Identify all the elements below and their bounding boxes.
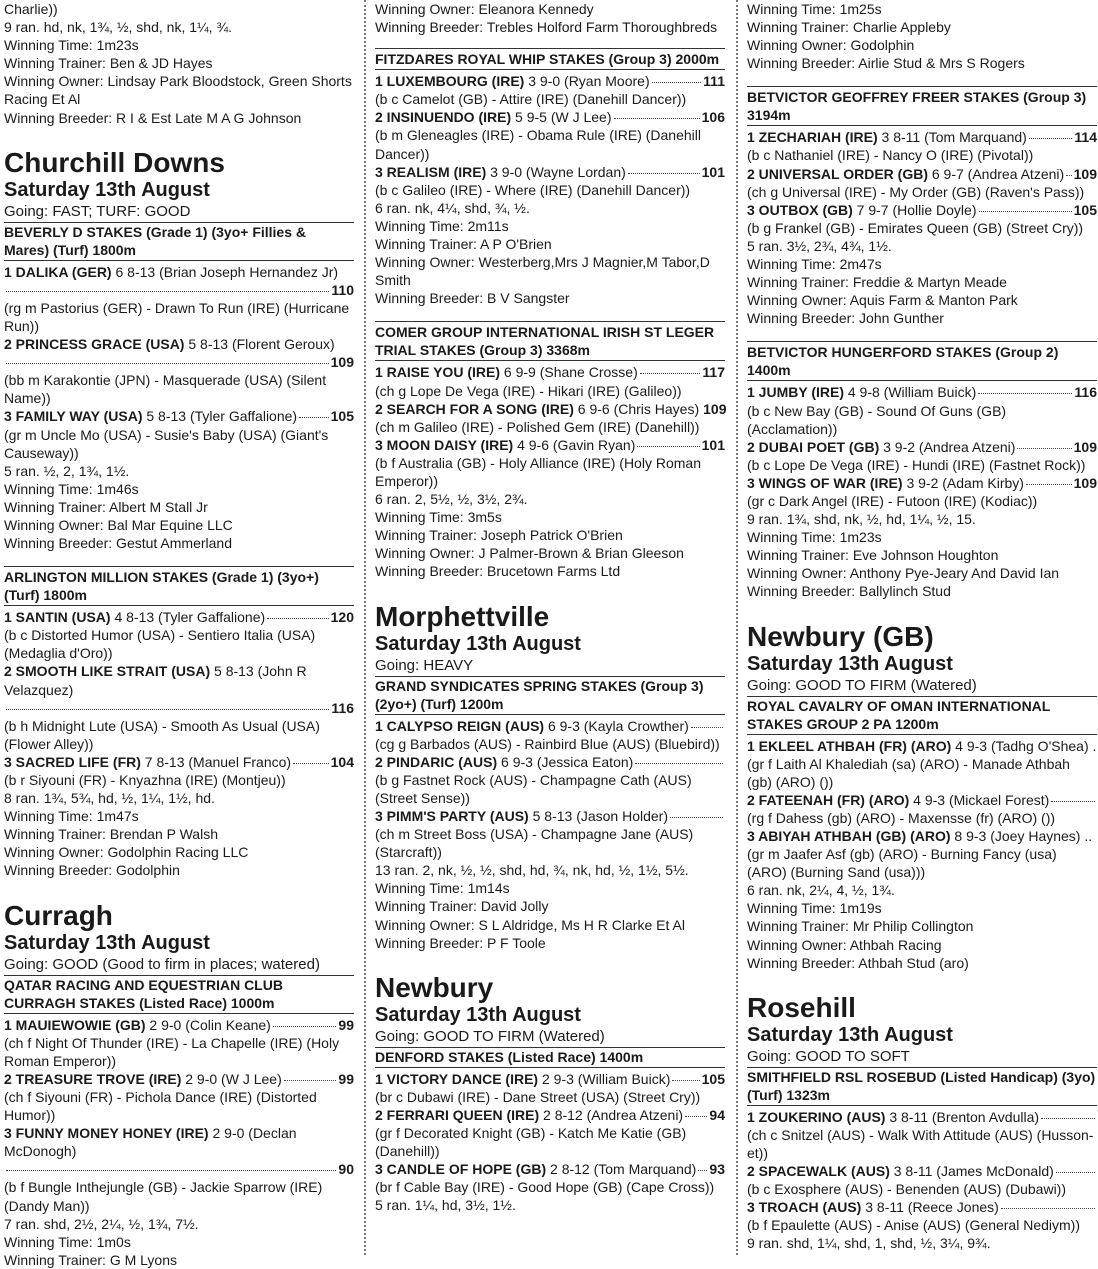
leader-dots [6,363,329,364]
carryover-line: Winning Breeder: Trebles Holford Farm Thoroughbreds [375,19,718,36]
meeting-date: Saturday 13th August [747,652,953,675]
horse-pedigree: (b h Midnight Lute (USA) - Smooth As Usual (USA) (Flower Alley)) [4,717,320,752]
horse-3-entry: 3 FAMILY WAY (USA) 5 8-13 (Tyler Gaffalione) 105 [4,408,354,425]
winning-owner: Winning Owner: Anthony Pye-Jeary And David Ian [747,565,1060,582]
carryover-line: Winning Owner: Godolphin [747,37,915,54]
leader-dots [293,763,329,764]
winning-time: Winning Time: 1m23s [747,529,882,546]
horse-rating: 117 [702,364,725,381]
horse-rating: 109 [330,354,354,371]
horse-rating: 90 [338,1161,354,1178]
venue-title: Newbury (GB) [747,620,934,652]
horse-pedigree: (ch f Siyouni (FR) - Pichola Dance (IRE) (Distorted Humor)) [4,1088,317,1124]
leader-dots [640,373,701,374]
horse-rating: 94 [709,1106,725,1123]
horse-1-entry: 1 SANTIN (USA) 4 8-13 (Tyler Gaffalione) 120 [4,609,354,626]
race-title: SMITHFIELD RSL ROSEBUD (Listed Handicap) (3yo) (Turf) 1323m [747,1068,1097,1106]
results-column-2 [375,0,725,1215]
horse-3-entry: 3 MOON DAISY (IRE) 4 9-6 (Gavin Ryan) 101 [375,436,725,453]
horse-pedigree: (b c Galileo (IRE) - Where (IRE) (Danehill Dancer)) [375,181,691,198]
horse-pedigree: (gr f Laith Al Khalediah (sa) (ARO) - Manade Athbah (gb) (ARO) ()) [747,755,1070,790]
going-line: Going: FAST; TURF: GOOD [4,202,354,223]
winning-owner: Winning Owner: Westerberg,Mrs J Magnier,M Tabor,D Smith [375,254,710,289]
venue-title: Rosehill [747,991,856,1023]
leader-dots [284,1080,337,1081]
race-margins: 6 ran. nk, 2¼, 4, ½, 1¾. [747,882,895,899]
horse-pedigree: (ch g Universal (IRE) - My Order (GB) (Raven's Pass)) [747,183,1085,200]
horse-pedigree: (b c Camelot (GB) - Attire (IRE) (Danehill Dancer)) [375,91,687,108]
horse-rating: 116 [1074,384,1097,401]
race-margins: 6 ran. nk, 4¼, shd, ¾, ½. [375,199,530,216]
leader-dots [672,1080,699,1081]
race-title: BETVICTOR GEOFFREY FREER STAKES (Group 3) 3194m [747,86,1097,126]
horse-2-entry: 2 SEARCH FOR A SONG (IRE) 6 9-6 (Chris Hayes) 109 [375,400,727,417]
horse-3-entry: 3 CANDLE OF HOPE (GB) 2 8-12 (Tom Marquand) 93 [375,1161,725,1178]
horse-pedigree: (b c New Bay (GB) - Sound Of Guns (GB) (Acclamation)) [747,402,1007,437]
meeting-date: Saturday 13th August [375,1003,581,1026]
horse-pedigree: (br c Dubawi (IRE) - Dane Street (USA) (Street Cry)) [375,1088,701,1105]
winning-owner: Winning Owner: Aquis Farm & Manton Park [747,292,1018,309]
horse-3-entry: 3 FUNNY MONEY HONEY (IRE) 2 9-0 (Declan McDonogh) [4,1125,297,1160]
horse-pedigree: (b f Bungle Inthejungle (GB) - Jackie Sparrow (IRE) (Dandy Man)) [4,1179,323,1214]
race-margins: 7 ran. shd, 2½, 2¼, ½, 1¾, 7½. [4,1215,199,1232]
horse-1-entry: 1 LUXEMBOURG (IRE) 3 9-0 (Ryan Moore) 111 [375,73,725,90]
horse-1-entry: 1 ZECHARIAH (IRE) 3 8-11 (Tom Marquand) 114 [747,129,1097,146]
horse-rating: 101 [701,436,725,453]
race-title: QATAR RACING AND EQUESTRIAN CLUB CURRAGH STAKES (Listed Race) 1000m [4,976,354,1014]
leader-dots [698,1170,707,1171]
horse-3-entry: 3 PIMM'S PARTY (AUS) 5 8-13 (Jason Holder) [375,807,725,825]
horse-pedigree: (ch c Snitzel (AUS) - Walk With Attitude (AUS) (Husson-et)) [747,1126,1094,1161]
horse-2-entry: 2 DUBAI POET (GB) 3 9-2 (Andrea Atzeni) 109 [747,438,1097,455]
results-column-1 [4,0,354,1269]
winning-trainer: Winning Trainer: Freddie & Martyn Meade [747,274,1007,291]
race-margins: 13 ran. 2, nk, ½, ½, shd, hd, ¾, nk, hd, ½, 1½, 5½. [375,862,689,879]
winning-trainer: Winning Trainer: Mr Philip Collington [747,918,974,935]
leader-dots [628,173,700,174]
horse-pedigree: (bb m Karakontie (JPN) - Masquerade (USA) (Silent Name)) [4,372,327,407]
meeting-date: Saturday 13th August [4,931,210,954]
winning-breeder: Winning Breeder: B V Sangster [375,290,570,307]
horse-3-entry: 3 ABIYAH ATHBAH (GB) (ARO) 8 9-3 (Joey Haynes) .. [747,828,1093,844]
horse-3-rating-line [4,1160,354,1178]
horse-1-entry: 1 DALIKA (GER) 6 8-13 (Brian Joseph Hernandez Jr) [4,263,339,280]
horse-pedigree: (ch f Night Of Thunder (IRE) - La Chapelle (IRE) (Holy Roman Emperor)) [4,1034,340,1069]
horse-1-entry: 1 ZOUKERINO (AUS) 3 8-11 (Brenton Avdulla) [747,1108,1097,1126]
horse-3-entry: 3 REALISM (IRE) 3 9-0 (Wayne Lordan) 101 [375,163,725,180]
race-title: ARLINGTON MILLION STAKES (Grade 1) (3yo+) (Turf) 1800m [4,566,354,606]
carryover-line: Winning Breeder: Airlie Stud & Mrs S Rogers [747,55,1025,72]
horse-rating: 105 [330,408,354,425]
winning-owner: Winning Owner: Athbah Racing [747,936,942,953]
horse-rating: 104 [330,753,354,770]
leader-dots [685,1116,707,1117]
meeting-date: Saturday 13th August [4,178,210,201]
carryover-line: Racing Et Al [4,91,81,108]
horse-pedigree: (b f Epaulette (AUS) - Anise (AUS) (General Nediym)) [747,1217,1080,1234]
leader-dots [1066,175,1071,176]
horse-pedigree: (b m Gleneagles (IRE) - Obama Rule (IRE) (Danehill Dancer)) [375,127,701,162]
winning-time: Winning Time: 1m19s [747,900,882,917]
horse-1-entry: 1 JUMBY (IRE) 4 9-8 (William Buick) 116 [747,384,1097,401]
horse-pedigree: (b c Nathaniel (IRE) - Nancy O (IRE) (Pivotal)) [747,147,1034,164]
winning-breeder: Winning Breeder: Godolphin [4,862,180,879]
winning-time: Winning Time: 1m46s [4,480,139,497]
leader-dots [652,82,702,83]
race-title: GRAND SYNDICATES SPRING STAKES (Group 3) (2yo+) (Turf) 1200m [375,677,725,715]
leader-dots [1051,801,1095,802]
carryover-line: Winning Trainer: Ben & JD Hayes [4,55,213,72]
horse-pedigree: (b f Australia (GB) - Holy Alliance (IRE) (Holy Roman Emperor)) [375,454,701,489]
column-divider [736,0,738,1255]
leader-dots [1026,484,1072,485]
meeting-date: Saturday 13th August [747,1023,953,1046]
horse-rating: 120 [330,609,354,626]
horse-pedigree: (b c Exosphere (AUS) - Benenden (AUS) (Dubawi)) [747,1181,1067,1198]
leader-dots [691,727,723,728]
horse-rating: 111 [703,73,725,90]
horse-3-entry: 3 OUTBOX (GB) 7 9-7 (Hollie Doyle) 105 [747,201,1097,218]
horse-2-entry: 2 TREASURE TROVE (IRE) 2 9-0 (W J Lee) 99 [4,1070,354,1087]
winning-time: Winning Time: 2m11s [375,217,509,234]
winning-trainer: Winning Trainer: Brendan P Walsh [4,826,218,843]
horse-pedigree: (gr m Uncle Mo (USA) - Susie's Baby (USA) (Giant's Causeway)) [4,426,329,461]
leader-dots [637,446,699,447]
column-divider [364,0,366,1255]
race-title: BEVERLY D STAKES (Grade 1) (3yo+ Fillies & Mares) (Turf) 1800m [4,223,354,261]
carryover-line: Winning Time: 1m25s [747,1,882,17]
winning-time: Winning Time: 1m47s [4,808,139,825]
race-title: COMER GROUP INTERNATIONAL IRISH ST LEGER TRIAL STAKES (Group 3) 3368m [375,321,725,361]
venue-title: Morphettville [375,600,550,632]
winning-breeder: Winning Breeder: Brucetown Farms Ltd [375,563,621,580]
carryover-line: Winning Owner: Eleanora Kennedy [375,1,594,17]
horse-rating: 110 [331,281,354,298]
race-title: ROYAL CAVALRY OF OMAN INTERNATIONAL STAKES GROUP 2 PA 1200m [747,697,1097,735]
horse-rating: 114 [1074,129,1097,146]
winning-trainer: Winning Trainer: G M Lyons [4,1251,177,1268]
leader-dots [1029,138,1073,139]
horse-1-entry: 1 CALYPSO REIGN (AUS) 6 9-3 (Kayla Crowther) [375,717,725,735]
horse-pedigree: (b g Frankel (GB) - Emirates Queen (GB) (Street Cry)) [747,219,1084,236]
horse-2-rating-line [4,699,354,717]
leader-dots [979,211,1072,212]
horse-2-entry: 2 FATEENAH (FR) (ARO) 4 9-3 (Mickael Forest) [747,791,1097,809]
horse-pedigree: (b c Lope De Vega (IRE) - Hundi (IRE) (Fastnet Rock)) [747,456,1086,473]
carryover-line: Winning Time: 1m23s [4,37,139,54]
leader-dots [1001,1208,1095,1209]
horse-2-rating-line [4,353,354,371]
leader-dots [267,618,328,619]
horse-1-rating-line [4,281,354,299]
going-line: Going: GOOD TO SOFT [747,1047,1097,1068]
winning-time: Winning Time: 3m5s [375,509,502,526]
leader-dots [635,763,723,764]
results-column-3 [747,0,1097,1253]
winning-trainer: Winning Trainer: A P O'Brien [375,236,552,253]
horse-pedigree: (rg f Dahess (gb) (ARO) - Maxensse (fr) (ARO) ()) [747,809,1056,826]
winning-owner: Winning Owner: Bal Mar Equine LLC [4,516,233,533]
race-margins: 9 ran. shd, 1¼, shd, 1, shd, ½, 3¼, 9¾. [747,1235,991,1252]
carryover-line: Winning Trainer: Charlie Appleby [747,19,951,36]
horse-3-entry: 3 TROACH (AUS) 3 8-11 (Reece Jones) [747,1198,1097,1216]
leader-dots [1041,1118,1095,1119]
race-margins: 9 ran. 1¾, shd, nk, ½, hd, 1¼, ½, 15. [747,511,976,528]
venue-title: Curragh [4,899,113,931]
winning-trainer: Winning Trainer: Eve Johnson Houghton [747,547,999,564]
horse-rating: 109 [1073,165,1097,182]
leader-dots [614,118,700,119]
venue-title: Churchill Downs [4,146,225,178]
going-line: Going: GOOD TO FIRM (Watered) [375,1027,725,1048]
horse-1-entry: 1 MAUIEWOWIE (GB) 2 9-0 (Colin Keane) 99 [4,1016,354,1033]
horse-rating: 105 [701,1070,725,1087]
horse-rating: 109 [1073,438,1097,455]
winning-owner: Winning Owner: J Palmer-Brown & Brian Gleeson [375,545,684,562]
winning-breeder: Winning Breeder: Gestut Ammerland [4,535,232,552]
race-margins: 8 ran. 1¾, 5¾, hd, ½, 1¼, 1½, hd. [4,790,215,807]
leader-dots [1017,448,1071,449]
horse-pedigree: (b c Distorted Humor (USA) - Sentiero Italia (USA) (Medaglia d'Oro)) [4,627,316,662]
horse-1-entry: 1 VICTORY DANCE (IRE) 2 9-3 (William Buick) 105 [375,1070,725,1087]
horse-pedigree: (ch m Galileo (IRE) - Polished Gem (IRE) (Danehill)) [375,418,700,435]
horse-rating: 101 [701,163,725,180]
horse-pedigree: (rg m Pastorius (GER) - Drawn To Run (IRE) (Hurricane Run)) [4,299,350,334]
race-margins: 5 ran. ½, 2, 1¾, 1½. [4,462,130,479]
leader-dots [299,417,329,418]
winning-trainer: Winning Trainer: David Jolly [375,898,549,915]
horse-pedigree: (ch g Lope De Vega (IRE) - Hikari (IRE) (Galileo)) [375,382,682,399]
carryover-line: 9 ran. hd, nk, 1¾, ½, shd, nk, 1¼, ¾. [4,19,233,36]
race-margins: 5 ran. 1¼, hd, 3½, 1½. [375,1197,516,1214]
winning-owner: Winning Owner: S L Aldridge, Ms H R Clarke Et Al [375,916,685,933]
horse-rating: 109 [703,400,727,417]
winning-trainer: Winning Trainer: Joseph Patrick O'Brien [375,527,623,544]
winning-breeder: Winning Breeder: John Gunther [747,310,944,327]
horse-rating: 93 [709,1161,725,1178]
horse-1-entry: 1 EKLEEL ATHBAH (FR) (ARO) 4 9-3 (Tadhg O'Shea) . [747,737,1097,754]
race-title: BETVICTOR HUNGERFORD STAKES (Group 2) 1400m [747,341,1097,381]
horse-pedigree: (gr c Dark Angel (IRE) - Futoon (IRE) (Kodiac)) [747,492,1038,509]
winning-time: Winning Time: 1m0s [4,1233,131,1250]
horse-3-entry: 3 WINGS OF WAR (IRE) 3 9-2 (Adam Kirby) 109 [747,474,1097,491]
horse-pedigree: (gr m Jaafer Asf (gb) (ARO) - Burning Fancy (usa) (ARO) (Burning Sand (usa))) [747,846,1057,881]
winning-breeder: Winning Breeder: P F Toole [375,934,546,951]
horse-2-entry: 2 UNIVERSAL ORDER (GB) 6 9-7 (Andrea Atzeni) 109 [747,165,1097,182]
horse-pedigree: (b r Siyouni (FR) - Knyazhna (IRE) (Montjeu)) [4,772,286,788]
going-line: Going: GOOD (Good to firm in places; watered) [4,955,354,976]
winning-time: Winning Time: 2m47s [747,256,882,273]
horse-1-entry: 1 RAISE YOU (IRE) 6 9-9 (Shane Crosse) 117 [375,364,725,381]
carryover-line: Charlie)) [4,1,58,17]
meeting-date: Saturday 13th August [375,632,581,655]
horse-2-entry: 2 INSINUENDO (IRE) 5 9-5 (W J Lee) 106 [375,109,725,126]
carryover-line: Winning Breeder: R I & Est Late M A G Johnson [4,109,302,126]
horse-2-entry: 2 SMOOTH LIKE STRAIT (USA) 5 8-13 (John R Velazquez) [4,663,307,698]
leader-dots [978,393,1072,394]
race-margins: 6 ran. 2, 5½, ½, 3½, 2¾. [375,491,528,508]
winning-owner: Winning Owner: Godolphin Racing LLC [4,844,249,861]
leader-dots [6,709,329,710]
carryover-line: Winning Owner: Lindsay Park Bloodstock, Green Shorts [4,73,352,90]
winning-trainer: Winning Trainer: Albert M Stall Jr [4,498,208,515]
race-title: DENFORD STAKES (Listed Race) 1400m [375,1048,725,1068]
race-title: FITZDARES ROYAL WHIP STAKES (Group 3) 2000m [375,48,725,70]
leader-dots [670,817,723,818]
horse-rating: 116 [331,699,354,716]
leader-dots [273,1026,337,1027]
horse-pedigree: (cg g Barbados (AUS) - Rainbird Blue (AUS) (Bluebird)) [375,735,720,752]
horse-3-entry: 3 SACRED LIFE (FR) 7 8-13 (Manuel Franco) 104 [4,753,354,770]
horse-rating: 109 [1073,474,1097,491]
horse-rating: 106 [701,109,725,126]
going-line: Going: GOOD TO FIRM (Watered) [747,676,1097,697]
going-line: Going: HEAVY [375,656,725,677]
race-margins: 5 ran. 3½, 2¾, 4¾, 1½. [747,237,892,254]
leader-dots [1056,1172,1095,1173]
horse-rating: 105 [1073,201,1097,218]
horse-2-entry: 2 FERRARI QUEEN (IRE) 2 8-12 (Andrea Atzeni) 94 [375,1106,725,1123]
leader-dots [6,1170,336,1171]
leader-dots [6,291,329,292]
horse-pedigree: (br f Cable Bay (IRE) - Good Hope (GB) (Cape Cross)) [375,1179,715,1196]
winning-breeder: Winning Breeder: Ballylinch Stud [747,583,951,600]
venue-title: Newbury [375,971,494,1003]
horse-pedigree: (ch m Street Boss (USA) - Champagne Jane (AUS) (Starcraft)) [375,826,694,861]
winning-breeder: Winning Breeder: Athbah Stud (aro) [747,954,969,971]
horse-pedigree: (b g Fastnet Rock (AUS) - Champagne Cath (AUS) (Street Sense)) [375,771,692,806]
horse-2-entry: 2 PRINCESS GRACE (USA) 5 8-13 (Florent Geroux) [4,336,335,353]
horse-pedigree: (gr f Decorated Knight (GB) - Katch Me Katie (GB) (Danehill)) [375,1125,687,1160]
horse-2-entry: 2 SPACEWALK (AUS) 3 8-11 (James McDonald) [747,1162,1097,1180]
horse-rating: 99 [338,1016,354,1033]
horse-2-entry: 2 PINDARIC (AUS) 6 9-3 (Jessica Eaton) [375,753,725,771]
horse-rating: 99 [338,1070,354,1087]
winning-time: Winning Time: 1m14s [375,880,510,897]
